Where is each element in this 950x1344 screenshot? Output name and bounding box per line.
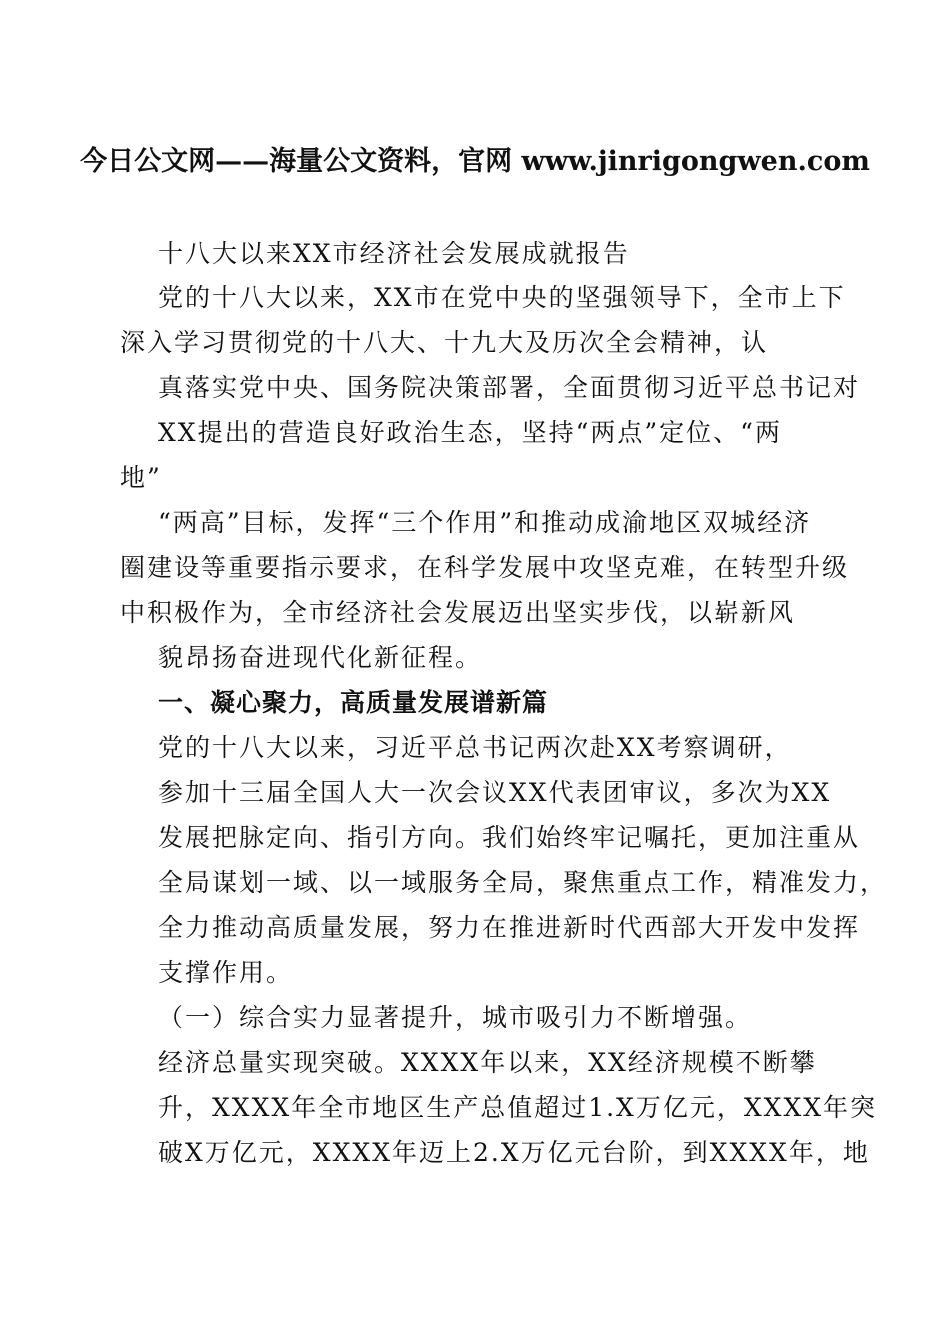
body-line: 地” <box>120 463 162 492</box>
body-line: 深入学习贯彻党的十八大、十九大及历次全会精神，认 <box>120 328 769 357</box>
body-line: 党的十八大以来，XX市在党中央的坚强领导下，全市上下 <box>158 283 846 312</box>
body-line: 破X万亿元，XXXX年迈上2.X万亿元台阶，到XXXX年，地 <box>158 1138 870 1167</box>
body-line: 升，XXXX年全市地区生产总值超过1.X万亿元，XXXX年突 <box>158 1093 878 1122</box>
site-header: 今日公文网——海量公文资料，官网 www.jinrigongwen.com <box>80 146 870 177</box>
body-line: 支撑作用。 <box>158 958 294 987</box>
body-line: 全力推动高质量发展，努力在推进新时代西部大开发中发挥 <box>158 913 861 942</box>
subsection-heading: （一）综合实力显著提升，城市吸引力不断增强。 <box>158 1003 753 1032</box>
section-heading: 一、凝心聚力，高质量发展谱新篇 <box>158 688 549 717</box>
body-line: 中积极作为，全市经济社会发展迈出坚实步伐，以崭新风 <box>120 598 796 627</box>
body-line: XX提出的营造良好政治生态，坚持“两点”定位、“两 <box>158 418 782 447</box>
body-line: 发展把脉定向、指引方向。我们始终牢记嘱托，更加注重从 <box>158 823 861 852</box>
body-line: 党的十八大以来，习近平总书记两次赴XX考察调研， <box>158 733 792 762</box>
body-line: “两高”目标，发挥“三个作用”和推动成渝地区双城经济 <box>158 508 812 537</box>
body-line: 经济总量实现突破。XXXX年以来，XX经济规模不断攀 <box>158 1048 817 1077</box>
body-line: 真落实党中央、国务院决策部署，全面贯彻习近平总书记对 <box>158 373 861 402</box>
body-line: 圈建设等重要指示要求，在科学发展中攻坚克难，在转型升级 <box>120 553 850 582</box>
body-line: 参加十三届全国人大一次会议XX代表团审议，多次为XX <box>158 778 832 807</box>
body-line: 全局谋划一域、以一域服务全局，聚焦重点工作，精准发力， <box>158 868 888 897</box>
body-line: 貌昂扬奋进现代化新征程。 <box>158 643 483 672</box>
document-title: 十八大以来XX市经济社会发展成就报告 <box>158 239 630 268</box>
